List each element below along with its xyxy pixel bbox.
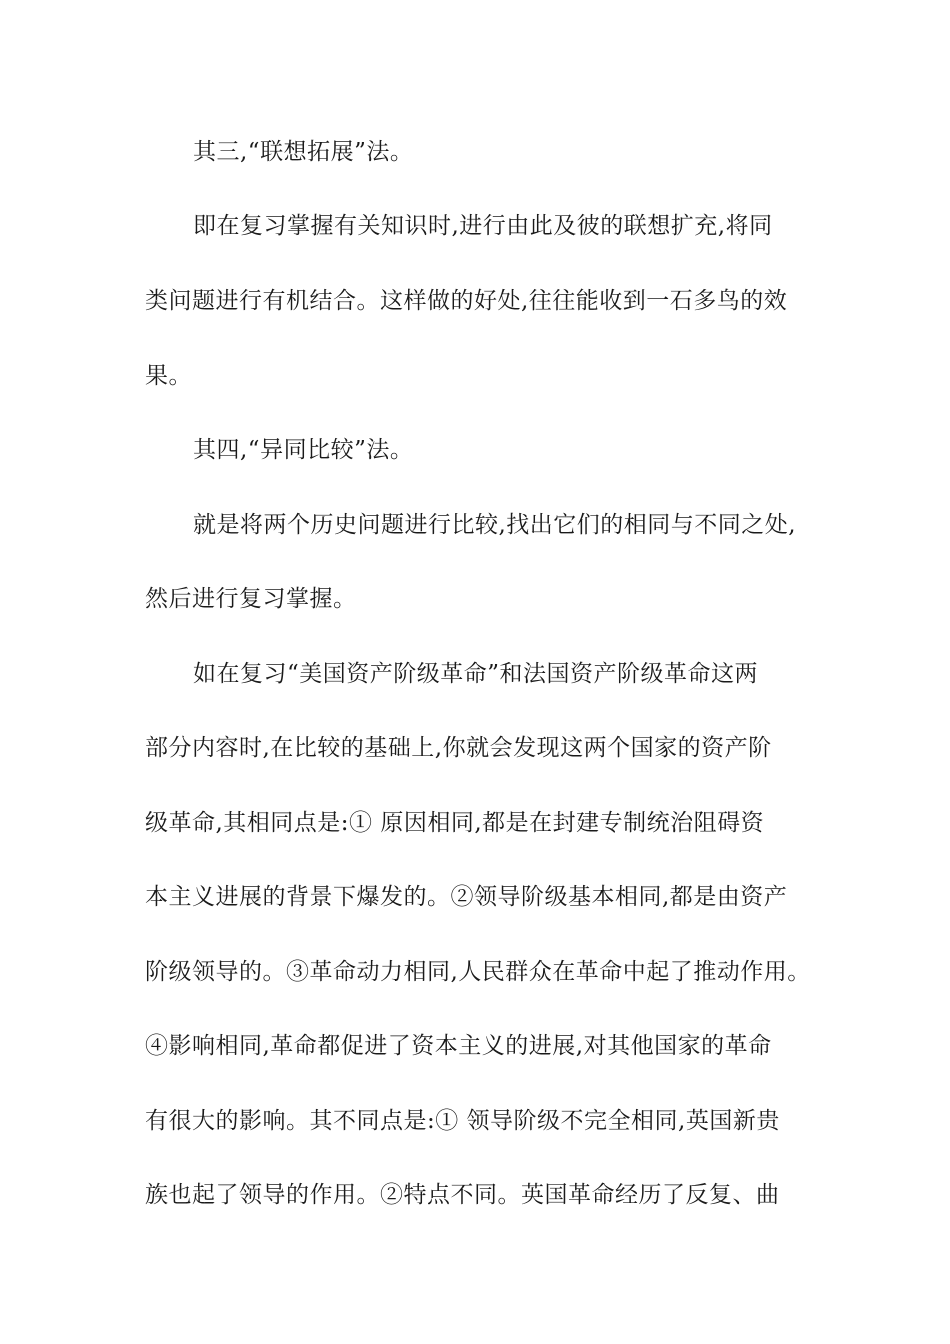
paragraph-line: 即在复习掌握有关知识时,进行由此及彼的联想扩充,将同 bbox=[193, 213, 773, 239]
paragraph-line-heading-3: 其三,“联想拓展”法。 bbox=[193, 139, 414, 165]
paragraph-line: 类问题进行有机结合。这样做的好处,往往能收到一石多鸟的效 bbox=[145, 288, 788, 314]
paragraph-line: 本主义进展的背景下爆发的。②领导阶级基本相同,都是由资产 bbox=[145, 884, 788, 910]
paragraph-line: 级革命,其相同点是:① 原因相同,都是在封建专制统治阻碍资 bbox=[145, 810, 765, 836]
paragraph-line: 族也起了领导的作用。②特点不同。英国革命经历了反复、曲 bbox=[145, 1182, 780, 1208]
paragraph-line: 就是将两个历史问题进行比较,找出它们的相同与不同之处, bbox=[193, 512, 797, 538]
paragraph-line: 有很大的影响。其不同点是:① 领导阶级不完全相同,英国新贵 bbox=[145, 1108, 780, 1134]
paragraph-line: 如在复习“美国资产阶级革命”和法国资产阶级革命这两 bbox=[193, 661, 759, 687]
paragraph-line: 阶级领导的。③革命动力相同,人民群众在革命中起了推动作用。 bbox=[145, 959, 811, 985]
paragraph-line: ④影响相同,革命都促进了资本主义的进展,对其他国家的革命 bbox=[145, 1033, 772, 1059]
paragraph-line: 部分内容时,在比较的基础上,你就会发现这两个国家的资产阶 bbox=[145, 735, 772, 761]
paragraph-line-heading-4: 其四,“异同比较”法。 bbox=[193, 437, 414, 463]
paragraph-line: 然后进行复习掌握。 bbox=[145, 586, 357, 612]
paragraph-line: 果。 bbox=[145, 363, 192, 389]
